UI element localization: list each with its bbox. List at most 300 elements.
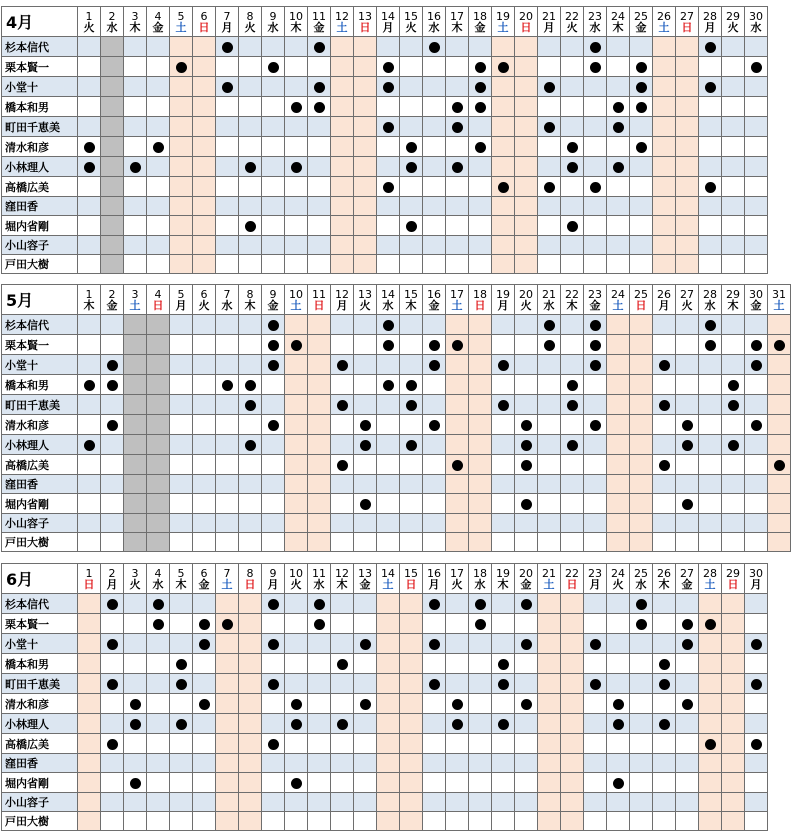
shift-cell[interactable] xyxy=(400,117,423,137)
shift-cell[interactable] xyxy=(78,236,101,255)
shift-cell[interactable] xyxy=(239,177,262,197)
shift-cell[interactable] xyxy=(423,694,446,714)
shift-cell[interactable] xyxy=(239,216,262,236)
shift-cell[interactable] xyxy=(400,694,423,714)
shift-cell[interactable] xyxy=(584,514,607,533)
shift-cell[interactable] xyxy=(630,37,653,57)
shift-cell[interactable] xyxy=(262,654,285,674)
shift-cell[interactable] xyxy=(699,475,722,494)
shift-cell[interactable] xyxy=(584,435,607,455)
shift-cell[interactable] xyxy=(170,594,193,614)
shift-cell[interactable] xyxy=(78,773,101,793)
shift-cell[interactable] xyxy=(676,197,699,216)
shift-cell[interactable] xyxy=(653,734,676,754)
shift-cell[interactable] xyxy=(377,435,400,455)
shift-cell[interactable] xyxy=(308,435,331,455)
shift-cell[interactable] xyxy=(607,415,630,435)
shift-cell[interactable] xyxy=(331,694,354,714)
shift-cell[interactable] xyxy=(170,236,193,255)
shift-cell[interactable] xyxy=(538,514,561,533)
shift-cell[interactable] xyxy=(722,415,745,435)
shift-cell[interactable] xyxy=(239,614,262,634)
shift-cell[interactable] xyxy=(124,197,147,216)
shift-cell[interactable] xyxy=(515,494,538,514)
shift-cell[interactable] xyxy=(262,197,285,216)
shift-cell[interactable] xyxy=(400,315,423,335)
shift-cell[interactable] xyxy=(699,494,722,514)
shift-cell[interactable] xyxy=(492,177,515,197)
shift-cell[interactable] xyxy=(124,315,147,335)
shift-cell[interactable] xyxy=(538,734,561,754)
shift-cell[interactable] xyxy=(400,236,423,255)
shift-cell[interactable] xyxy=(170,435,193,455)
shift-cell[interactable] xyxy=(699,714,722,734)
shift-cell[interactable] xyxy=(630,533,653,552)
shift-cell[interactable] xyxy=(78,77,101,97)
shift-cell[interactable] xyxy=(377,57,400,77)
shift-cell[interactable] xyxy=(561,714,584,734)
shift-cell[interactable] xyxy=(354,395,377,415)
shift-cell[interactable] xyxy=(722,315,745,335)
shift-cell[interactable] xyxy=(584,117,607,137)
shift-cell[interactable] xyxy=(469,654,492,674)
shift-cell[interactable] xyxy=(193,494,216,514)
shift-cell[interactable] xyxy=(78,395,101,415)
shift-cell[interactable] xyxy=(722,197,745,216)
shift-cell[interactable] xyxy=(676,793,699,812)
shift-cell[interactable] xyxy=(699,435,722,455)
shift-cell[interactable] xyxy=(745,157,768,177)
shift-cell[interactable] xyxy=(745,335,768,355)
shift-cell[interactable] xyxy=(745,494,768,514)
shift-cell[interactable] xyxy=(147,674,170,694)
shift-cell[interactable] xyxy=(239,773,262,793)
shift-cell[interactable] xyxy=(423,335,446,355)
shift-cell[interactable] xyxy=(285,57,308,77)
shift-cell[interactable] xyxy=(423,793,446,812)
shift-cell[interactable] xyxy=(239,137,262,157)
shift-cell[interactable] xyxy=(239,654,262,674)
shift-cell[interactable] xyxy=(676,57,699,77)
shift-cell[interactable] xyxy=(308,395,331,415)
shift-cell[interactable] xyxy=(78,37,101,57)
shift-cell[interactable] xyxy=(699,754,722,773)
shift-cell[interactable] xyxy=(630,494,653,514)
shift-cell[interactable] xyxy=(469,197,492,216)
shift-cell[interactable] xyxy=(78,634,101,654)
shift-cell[interactable] xyxy=(515,255,538,274)
shift-cell[interactable] xyxy=(630,197,653,216)
shift-cell[interactable] xyxy=(216,773,239,793)
shift-cell[interactable] xyxy=(515,117,538,137)
shift-cell[interactable] xyxy=(262,57,285,77)
shift-cell[interactable] xyxy=(147,793,170,812)
shift-cell[interactable] xyxy=(423,812,446,831)
shift-cell[interactable] xyxy=(768,395,791,415)
shift-cell[interactable] xyxy=(308,117,331,137)
shift-cell[interactable] xyxy=(446,654,469,674)
shift-cell[interactable] xyxy=(377,773,400,793)
shift-cell[interactable] xyxy=(722,514,745,533)
shift-cell[interactable] xyxy=(400,614,423,634)
shift-cell[interactable] xyxy=(400,674,423,694)
shift-cell[interactable] xyxy=(78,137,101,157)
shift-cell[interactable] xyxy=(285,137,308,157)
shift-cell[interactable] xyxy=(262,812,285,831)
shift-cell[interactable] xyxy=(285,117,308,137)
shift-cell[interactable] xyxy=(653,117,676,137)
shift-cell[interactable] xyxy=(147,533,170,552)
shift-cell[interactable] xyxy=(722,594,745,614)
shift-cell[interactable] xyxy=(285,236,308,255)
shift-cell[interactable] xyxy=(170,533,193,552)
shift-cell[interactable] xyxy=(216,395,239,415)
shift-cell[interactable] xyxy=(538,634,561,654)
shift-cell[interactable] xyxy=(308,533,331,552)
shift-cell[interactable] xyxy=(423,37,446,57)
shift-cell[interactable] xyxy=(699,315,722,335)
shift-cell[interactable] xyxy=(400,177,423,197)
shift-cell[interactable] xyxy=(354,674,377,694)
shift-cell[interactable] xyxy=(630,77,653,97)
shift-cell[interactable] xyxy=(584,614,607,634)
shift-cell[interactable] xyxy=(147,137,170,157)
shift-cell[interactable] xyxy=(423,734,446,754)
shift-cell[interactable] xyxy=(216,494,239,514)
shift-cell[interactable] xyxy=(354,773,377,793)
shift-cell[interactable] xyxy=(492,335,515,355)
shift-cell[interactable] xyxy=(170,773,193,793)
shift-cell[interactable] xyxy=(676,514,699,533)
shift-cell[interactable] xyxy=(722,674,745,694)
shift-cell[interactable] xyxy=(423,375,446,395)
shift-cell[interactable] xyxy=(193,594,216,614)
shift-cell[interactable] xyxy=(676,654,699,674)
shift-cell[interactable] xyxy=(469,793,492,812)
shift-cell[interactable] xyxy=(423,395,446,415)
shift-cell[interactable] xyxy=(308,634,331,654)
shift-cell[interactable] xyxy=(538,793,561,812)
shift-cell[interactable] xyxy=(147,157,170,177)
shift-cell[interactable] xyxy=(331,97,354,117)
shift-cell[interactable] xyxy=(308,236,331,255)
shift-cell[interactable] xyxy=(722,157,745,177)
shift-cell[interactable] xyxy=(147,812,170,831)
shift-cell[interactable] xyxy=(607,734,630,754)
shift-cell[interactable] xyxy=(331,494,354,514)
shift-cell[interactable] xyxy=(170,137,193,157)
shift-cell[interactable] xyxy=(676,475,699,494)
shift-cell[interactable] xyxy=(745,754,768,773)
shift-cell[interactable] xyxy=(745,355,768,375)
shift-cell[interactable] xyxy=(561,634,584,654)
shift-cell[interactable] xyxy=(699,77,722,97)
shift-cell[interactable] xyxy=(400,157,423,177)
shift-cell[interactable] xyxy=(400,634,423,654)
shift-cell[interactable] xyxy=(124,754,147,773)
shift-cell[interactable] xyxy=(423,594,446,614)
shift-cell[interactable] xyxy=(561,812,584,831)
shift-cell[interactable] xyxy=(147,315,170,335)
shift-cell[interactable] xyxy=(446,435,469,455)
shift-cell[interactable] xyxy=(653,177,676,197)
shift-cell[interactable] xyxy=(308,415,331,435)
shift-cell[interactable] xyxy=(607,216,630,236)
shift-cell[interactable] xyxy=(216,255,239,274)
shift-cell[interactable] xyxy=(745,812,768,831)
shift-cell[interactable] xyxy=(607,137,630,157)
shift-cell[interactable] xyxy=(354,157,377,177)
shift-cell[interactable] xyxy=(722,375,745,395)
shift-cell[interactable] xyxy=(331,614,354,634)
shift-cell[interactable] xyxy=(78,216,101,236)
shift-cell[interactable] xyxy=(193,137,216,157)
shift-cell[interactable] xyxy=(331,335,354,355)
shift-cell[interactable] xyxy=(722,236,745,255)
shift-cell[interactable] xyxy=(538,614,561,634)
shift-cell[interactable] xyxy=(446,475,469,494)
shift-cell[interactable] xyxy=(331,435,354,455)
shift-cell[interactable] xyxy=(446,37,469,57)
shift-cell[interactable] xyxy=(653,77,676,97)
shift-cell[interactable] xyxy=(584,793,607,812)
shift-cell[interactable] xyxy=(538,594,561,614)
shift-cell[interactable] xyxy=(423,654,446,674)
shift-cell[interactable] xyxy=(262,137,285,157)
shift-cell[interactable] xyxy=(262,674,285,694)
shift-cell[interactable] xyxy=(262,773,285,793)
shift-cell[interactable] xyxy=(193,654,216,674)
shift-cell[interactable] xyxy=(492,674,515,694)
shift-cell[interactable] xyxy=(699,674,722,694)
shift-cell[interactable] xyxy=(147,57,170,77)
shift-cell[interactable] xyxy=(676,714,699,734)
shift-cell[interactable] xyxy=(607,37,630,57)
shift-cell[interactable] xyxy=(745,455,768,475)
shift-cell[interactable] xyxy=(331,475,354,494)
shift-cell[interactable] xyxy=(607,315,630,335)
shift-cell[interactable] xyxy=(699,37,722,57)
shift-cell[interactable] xyxy=(216,315,239,335)
shift-cell[interactable] xyxy=(561,754,584,773)
shift-cell[interactable] xyxy=(331,734,354,754)
shift-cell[interactable] xyxy=(216,177,239,197)
shift-cell[interactable] xyxy=(561,395,584,415)
shift-cell[interactable] xyxy=(147,694,170,714)
shift-cell[interactable] xyxy=(515,812,538,831)
shift-cell[interactable] xyxy=(515,654,538,674)
shift-cell[interactable] xyxy=(492,754,515,773)
shift-cell[interactable] xyxy=(607,455,630,475)
shift-cell[interactable] xyxy=(722,335,745,355)
shift-cell[interactable] xyxy=(561,793,584,812)
shift-cell[interactable] xyxy=(354,216,377,236)
shift-cell[interactable] xyxy=(331,634,354,654)
shift-cell[interactable] xyxy=(170,614,193,634)
shift-cell[interactable] xyxy=(400,137,423,157)
shift-cell[interactable] xyxy=(354,435,377,455)
shift-cell[interactable] xyxy=(216,216,239,236)
shift-cell[interactable] xyxy=(676,395,699,415)
shift-cell[interactable] xyxy=(722,654,745,674)
shift-cell[interactable] xyxy=(492,375,515,395)
shift-cell[interactable] xyxy=(446,533,469,552)
shift-cell[interactable] xyxy=(768,533,791,552)
shift-cell[interactable] xyxy=(469,812,492,831)
shift-cell[interactable] xyxy=(630,694,653,714)
shift-cell[interactable] xyxy=(745,654,768,674)
shift-cell[interactable] xyxy=(170,734,193,754)
shift-cell[interactable] xyxy=(515,594,538,614)
shift-cell[interactable] xyxy=(722,634,745,654)
shift-cell[interactable] xyxy=(561,734,584,754)
shift-cell[interactable] xyxy=(538,773,561,793)
shift-cell[interactable] xyxy=(193,614,216,634)
shift-cell[interactable] xyxy=(446,375,469,395)
shift-cell[interactable] xyxy=(78,415,101,435)
shift-cell[interactable] xyxy=(170,315,193,335)
shift-cell[interactable] xyxy=(377,494,400,514)
shift-cell[interactable] xyxy=(584,694,607,714)
shift-cell[interactable] xyxy=(354,455,377,475)
shift-cell[interactable] xyxy=(78,754,101,773)
shift-cell[interactable] xyxy=(538,812,561,831)
shift-cell[interactable] xyxy=(124,455,147,475)
shift-cell[interactable] xyxy=(193,37,216,57)
shift-cell[interactable] xyxy=(745,793,768,812)
shift-cell[interactable] xyxy=(722,714,745,734)
shift-cell[interactable] xyxy=(193,634,216,654)
shift-cell[interactable] xyxy=(515,793,538,812)
shift-cell[interactable] xyxy=(262,335,285,355)
shift-cell[interactable] xyxy=(377,614,400,634)
shift-cell[interactable] xyxy=(262,533,285,552)
shift-cell[interactable] xyxy=(400,533,423,552)
shift-cell[interactable] xyxy=(561,455,584,475)
shift-cell[interactable] xyxy=(768,514,791,533)
shift-cell[interactable] xyxy=(492,455,515,475)
shift-cell[interactable] xyxy=(745,315,768,335)
shift-cell[interactable] xyxy=(285,315,308,335)
shift-cell[interactable] xyxy=(101,714,124,734)
shift-cell[interactable] xyxy=(653,255,676,274)
shift-cell[interactable] xyxy=(216,415,239,435)
shift-cell[interactable] xyxy=(745,197,768,216)
shift-cell[interactable] xyxy=(400,375,423,395)
shift-cell[interactable] xyxy=(354,514,377,533)
shift-cell[interactable] xyxy=(469,335,492,355)
shift-cell[interactable] xyxy=(446,714,469,734)
shift-cell[interactable] xyxy=(469,157,492,177)
shift-cell[interactable] xyxy=(469,315,492,335)
shift-cell[interactable] xyxy=(492,654,515,674)
shift-cell[interactable] xyxy=(538,415,561,435)
shift-cell[interactable] xyxy=(400,77,423,97)
shift-cell[interactable] xyxy=(538,315,561,335)
shift-cell[interactable] xyxy=(239,793,262,812)
shift-cell[interactable] xyxy=(699,614,722,634)
shift-cell[interactable] xyxy=(492,634,515,654)
shift-cell[interactable] xyxy=(515,57,538,77)
shift-cell[interactable] xyxy=(492,614,515,634)
shift-cell[interactable] xyxy=(538,216,561,236)
shift-cell[interactable] xyxy=(423,77,446,97)
shift-cell[interactable] xyxy=(308,197,331,216)
shift-cell[interactable] xyxy=(262,614,285,634)
shift-cell[interactable] xyxy=(561,315,584,335)
shift-cell[interactable] xyxy=(239,674,262,694)
shift-cell[interactable] xyxy=(722,255,745,274)
shift-cell[interactable] xyxy=(538,335,561,355)
shift-cell[interactable] xyxy=(676,773,699,793)
shift-cell[interactable] xyxy=(308,97,331,117)
shift-cell[interactable] xyxy=(78,654,101,674)
shift-cell[interactable] xyxy=(607,754,630,773)
shift-cell[interactable] xyxy=(377,812,400,831)
shift-cell[interactable] xyxy=(446,315,469,335)
shift-cell[interactable] xyxy=(193,157,216,177)
shift-cell[interactable] xyxy=(745,37,768,57)
shift-cell[interactable] xyxy=(469,594,492,614)
shift-cell[interactable] xyxy=(285,514,308,533)
shift-cell[interactable] xyxy=(78,494,101,514)
shift-cell[interactable] xyxy=(78,315,101,335)
shift-cell[interactable] xyxy=(170,197,193,216)
shift-cell[interactable] xyxy=(699,117,722,137)
shift-cell[interactable] xyxy=(308,614,331,634)
shift-cell[interactable] xyxy=(78,475,101,494)
shift-cell[interactable] xyxy=(538,533,561,552)
shift-cell[interactable] xyxy=(262,177,285,197)
shift-cell[interactable] xyxy=(239,375,262,395)
shift-cell[interactable] xyxy=(653,594,676,614)
shift-cell[interactable] xyxy=(469,614,492,634)
shift-cell[interactable] xyxy=(124,533,147,552)
shift-cell[interactable] xyxy=(607,77,630,97)
shift-cell[interactable] xyxy=(699,734,722,754)
shift-cell[interactable] xyxy=(561,415,584,435)
shift-cell[interactable] xyxy=(630,475,653,494)
shift-cell[interactable] xyxy=(492,97,515,117)
shift-cell[interactable] xyxy=(515,97,538,117)
shift-cell[interactable] xyxy=(469,236,492,255)
shift-cell[interactable] xyxy=(285,494,308,514)
shift-cell[interactable] xyxy=(676,137,699,157)
shift-cell[interactable] xyxy=(423,157,446,177)
shift-cell[interactable] xyxy=(630,754,653,773)
shift-cell[interactable] xyxy=(193,255,216,274)
shift-cell[interactable] xyxy=(262,415,285,435)
shift-cell[interactable] xyxy=(285,594,308,614)
shift-cell[interactable] xyxy=(124,216,147,236)
shift-cell[interactable] xyxy=(630,355,653,375)
shift-cell[interactable] xyxy=(446,197,469,216)
shift-cell[interactable] xyxy=(262,793,285,812)
shift-cell[interactable] xyxy=(446,614,469,634)
shift-cell[interactable] xyxy=(745,533,768,552)
shift-cell[interactable] xyxy=(147,514,170,533)
shift-cell[interactable] xyxy=(124,714,147,734)
shift-cell[interactable] xyxy=(515,734,538,754)
shift-cell[interactable] xyxy=(561,137,584,157)
shift-cell[interactable] xyxy=(469,137,492,157)
shift-cell[interactable] xyxy=(377,97,400,117)
shift-cell[interactable] xyxy=(124,435,147,455)
shift-cell[interactable] xyxy=(147,117,170,137)
shift-cell[interactable] xyxy=(653,137,676,157)
shift-cell[interactable] xyxy=(676,455,699,475)
shift-cell[interactable] xyxy=(216,197,239,216)
